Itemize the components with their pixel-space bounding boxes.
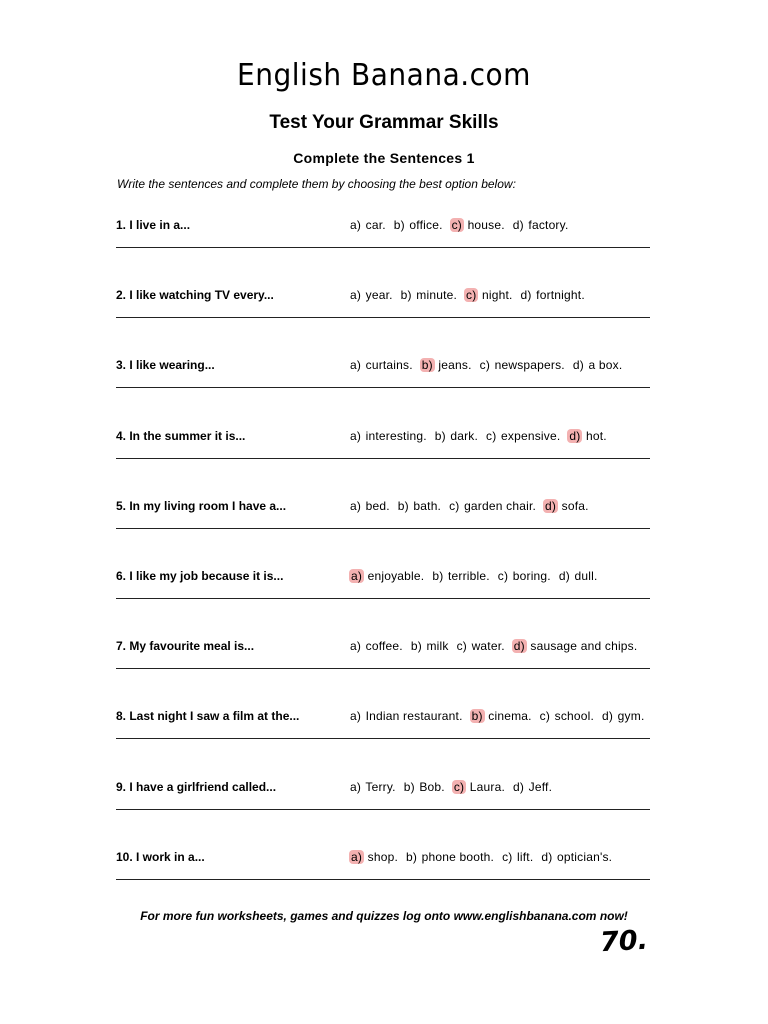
instructions: Write the sentences and complete them by choosing the best option below: bbox=[117, 177, 516, 191]
option bbox=[601, 709, 644, 723]
page-title: Test Your Grammar Skills bbox=[269, 112, 499, 133]
option-word: fortnight. bbox=[536, 288, 585, 303]
options bbox=[349, 288, 592, 302]
option-letter: d) bbox=[602, 709, 614, 724]
option-selected bbox=[512, 639, 638, 653]
option bbox=[400, 288, 457, 302]
question-text: 2. I like watching TV every... bbox=[116, 288, 274, 303]
answer-line[interactable] bbox=[116, 809, 650, 810]
question-row bbox=[116, 358, 656, 418]
answer-line[interactable] bbox=[116, 528, 650, 529]
option bbox=[501, 850, 533, 864]
question-row bbox=[116, 429, 656, 489]
options bbox=[349, 569, 604, 583]
question-text: 9. I have a girlfriend called... bbox=[116, 779, 277, 794]
option-letter: d) bbox=[512, 218, 524, 232]
option-letter: a) bbox=[351, 849, 363, 864]
option-letter: a) bbox=[350, 779, 362, 794]
option-selected bbox=[420, 358, 472, 372]
answer-line[interactable] bbox=[116, 247, 650, 248]
option-selected bbox=[567, 429, 606, 443]
option-word: curtains. bbox=[365, 358, 413, 373]
option-word: garden chair. bbox=[464, 498, 537, 513]
options bbox=[349, 850, 619, 864]
options bbox=[349, 499, 596, 513]
option bbox=[349, 218, 386, 232]
options bbox=[349, 429, 614, 443]
option-word: hot. bbox=[586, 428, 607, 443]
option bbox=[512, 218, 569, 232]
option bbox=[558, 569, 598, 583]
option-word: interesting. bbox=[365, 428, 427, 443]
brand-logo: English Banana.com bbox=[237, 56, 531, 93]
option bbox=[572, 358, 623, 372]
option-letter: c) bbox=[479, 358, 491, 373]
option-letter: b) bbox=[403, 779, 415, 794]
option bbox=[405, 850, 494, 864]
option-word: a box. bbox=[588, 358, 623, 373]
option-word: year. bbox=[365, 288, 393, 303]
option-letter: c) bbox=[486, 428, 497, 443]
option-letter: d) bbox=[513, 779, 525, 794]
option bbox=[512, 780, 552, 794]
options bbox=[349, 218, 575, 232]
option-letter: d) bbox=[545, 498, 557, 513]
option-selected bbox=[543, 499, 589, 513]
answer-line[interactable] bbox=[116, 387, 650, 388]
option bbox=[520, 288, 585, 302]
option bbox=[397, 499, 441, 513]
options bbox=[349, 709, 651, 723]
option-word: sausage and chips. bbox=[530, 639, 638, 654]
option-word: factory. bbox=[528, 218, 569, 232]
option-word: optician's. bbox=[557, 849, 613, 864]
question-text: 5. In my living room I have a... bbox=[116, 498, 287, 513]
answer-line[interactable] bbox=[116, 738, 650, 739]
question-text: 6. I like my job because it is... bbox=[116, 569, 284, 583]
option-letter: d) bbox=[541, 849, 553, 864]
option-word: lift. bbox=[517, 849, 534, 864]
option-letter: b) bbox=[397, 498, 409, 513]
answer-line[interactable] bbox=[116, 598, 650, 599]
answer-line[interactable] bbox=[116, 879, 650, 880]
option-letter: c) bbox=[466, 288, 477, 303]
question-row bbox=[116, 569, 656, 629]
option-letter: b) bbox=[421, 358, 433, 373]
answer-line[interactable] bbox=[116, 668, 650, 669]
option-letter: d) bbox=[513, 639, 525, 654]
options bbox=[349, 358, 629, 372]
option-letter: b) bbox=[400, 288, 412, 303]
option-letter: a) bbox=[350, 288, 362, 303]
option bbox=[349, 288, 393, 302]
option bbox=[456, 639, 505, 653]
option-letter: b) bbox=[393, 218, 405, 232]
question-text: 7. My favourite meal is... bbox=[116, 639, 255, 654]
option-letter: c) bbox=[451, 218, 463, 232]
option-word: night. bbox=[481, 288, 513, 303]
option-letter: d) bbox=[558, 569, 570, 583]
option-word: car. bbox=[365, 218, 386, 232]
option-word: Bob. bbox=[419, 779, 445, 794]
question-row bbox=[116, 499, 656, 559]
option bbox=[349, 429, 427, 443]
question-text: 10. I work in a... bbox=[116, 849, 205, 864]
handwritten-score: 70. bbox=[599, 924, 649, 959]
question-text: 8. Last night I saw a film at the... bbox=[116, 709, 300, 724]
option-selected bbox=[452, 780, 505, 794]
option-letter: b) bbox=[434, 428, 446, 443]
option-selected bbox=[349, 569, 424, 583]
option-word: jeans. bbox=[438, 358, 472, 373]
option bbox=[349, 358, 413, 372]
option-word: house. bbox=[467, 218, 505, 232]
option-letter: b) bbox=[471, 709, 483, 724]
question-row bbox=[116, 780, 656, 840]
option-word: gym. bbox=[617, 709, 645, 724]
option-selected bbox=[450, 218, 505, 232]
options bbox=[349, 780, 559, 794]
option bbox=[539, 709, 594, 723]
option-letter: d) bbox=[520, 288, 532, 303]
option-letter: a) bbox=[350, 498, 362, 513]
question-text: 4. In the summer it is... bbox=[116, 428, 246, 443]
option-letter: c) bbox=[539, 709, 551, 724]
option-word: school. bbox=[554, 709, 595, 724]
option-word: terrible. bbox=[447, 569, 490, 583]
option-word: bath. bbox=[413, 498, 442, 513]
question-row bbox=[116, 639, 656, 699]
option-word: Laura. bbox=[469, 779, 506, 794]
option-selected bbox=[464, 288, 513, 302]
question-row bbox=[116, 709, 656, 769]
option bbox=[540, 850, 612, 864]
option-letter: c) bbox=[453, 779, 465, 794]
option-letter: c) bbox=[502, 849, 513, 864]
option bbox=[349, 639, 403, 653]
option-word: expensive. bbox=[501, 428, 561, 443]
option-word: shop. bbox=[367, 849, 398, 864]
option-word: minute. bbox=[416, 288, 458, 303]
option bbox=[431, 569, 489, 583]
option-word: sofa. bbox=[561, 498, 589, 513]
option-letter: d) bbox=[569, 428, 581, 443]
option-selected bbox=[349, 850, 398, 864]
option-word: office. bbox=[409, 218, 443, 232]
option bbox=[448, 499, 536, 513]
option-word: newspapers. bbox=[494, 358, 565, 373]
question-text: 3. I like wearing... bbox=[116, 358, 215, 373]
option-letter: b) bbox=[410, 639, 422, 654]
question-row bbox=[116, 850, 656, 910]
option-word: phone booth. bbox=[421, 849, 495, 864]
option-letter: a) bbox=[350, 639, 362, 654]
question-row bbox=[116, 218, 656, 278]
question-row bbox=[116, 288, 656, 348]
option bbox=[434, 429, 478, 443]
option bbox=[349, 780, 396, 794]
option bbox=[349, 709, 463, 723]
option-word: cinema. bbox=[488, 709, 532, 724]
option-letter: a) bbox=[351, 569, 363, 583]
option-letter: a) bbox=[350, 358, 362, 373]
option bbox=[485, 429, 560, 443]
question-text: 1. I live in a... bbox=[116, 218, 191, 232]
option-word: boring. bbox=[512, 569, 551, 583]
options bbox=[349, 639, 644, 653]
option bbox=[403, 780, 445, 794]
option-word: dark. bbox=[450, 428, 479, 443]
option-word: bed. bbox=[365, 498, 390, 513]
option-letter: c) bbox=[456, 639, 468, 654]
option-word: Terry. bbox=[365, 779, 396, 794]
option bbox=[497, 569, 551, 583]
option-letter: a) bbox=[350, 428, 362, 443]
option bbox=[393, 218, 443, 232]
option bbox=[410, 639, 449, 653]
option-letter: c) bbox=[449, 498, 460, 513]
option-letter: d) bbox=[572, 358, 584, 373]
option-letter: c) bbox=[497, 569, 509, 583]
option-selected bbox=[470, 709, 532, 723]
footer-text: For more fun worksheets, games and quizzes log onto www.englishbanana.com now! bbox=[140, 909, 628, 923]
option-word: enjoyable. bbox=[367, 569, 425, 583]
option-word: milk bbox=[426, 639, 449, 654]
option bbox=[479, 358, 565, 372]
option-letter: a) bbox=[350, 709, 362, 724]
answer-line[interactable] bbox=[116, 458, 650, 459]
option-letter: b) bbox=[432, 569, 444, 583]
option-letter: b) bbox=[405, 849, 418, 864]
answer-line[interactable] bbox=[116, 317, 650, 318]
option-word: Jeff. bbox=[528, 779, 553, 794]
option bbox=[349, 499, 390, 513]
option-letter: a) bbox=[350, 218, 362, 232]
option-word: water. bbox=[471, 639, 505, 654]
page-subtitle: Complete the Sentences 1 bbox=[293, 150, 475, 166]
option-word: coffee. bbox=[365, 639, 403, 654]
option-word: Indian restaurant. bbox=[365, 709, 463, 724]
option-word: dull. bbox=[574, 569, 598, 583]
